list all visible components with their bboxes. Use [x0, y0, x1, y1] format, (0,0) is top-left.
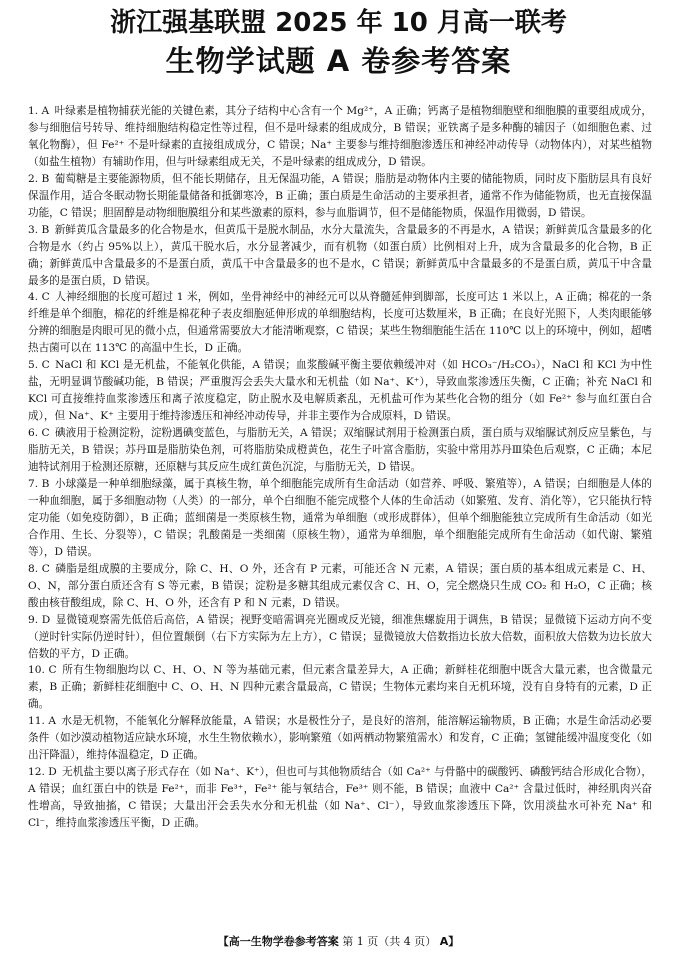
answer-label: 8. C — [28, 562, 50, 575]
answer-label: 2. B — [28, 172, 50, 185]
answer-item — [28, 425, 652, 476]
answer-explanation: 磷脂是组成膜的主要成分，除 C、H、O 外，还含有 P 元素，可能还含 N 元素，A 错误；蛋白质的基本组成元素是 C、H、O、N，部分蛋白质还含有 S 等元素，B 错误；淀粉是多糖其组成元素仅含 C、H、O，完全燃烧只生成 CO₂ 和 H₂O，C 正确；核酸由核苷酸组成，除 C、H、O 外，还含有 P 和 N 元素，D 错误。 — [28, 562, 652, 609]
answer-item — [28, 713, 652, 764]
footer-version: A】 — [439, 935, 460, 948]
answer-item — [28, 612, 652, 663]
answer-item — [28, 662, 652, 713]
answer-list — [28, 103, 652, 832]
answer-label: 1. A — [28, 105, 50, 117]
answer-item — [28, 476, 652, 561]
footer-label: 【高一生物学卷参考答案 — [217, 935, 339, 948]
answer-explanation: 水是无机物，不能氧化分解释放能量，A 错误；水是极性分子，是良好的溶剂，能溶解运输物质，B 正确；水是生命活动必要条件（如沙漠动植物适应缺水环境，水生生物依赖水），影响繁殖（如两栖动物繁殖需水）和发育，C 正确；氢键能缓冲温度变化（如出汗降温），维持体温稳定，D 正确。 — [28, 715, 652, 762]
answer-explanation: 叶绿素是植物捕获光能的关键色素，其分子结构中心含有一个 Mg²⁺，A 正确；钙离子是植物细胞壁和细胞膜的重要组成成分，参与细胞信号转导、维持细胞结构稳定性等过程，但不是叶绿素的组成成分，B 错误；亚铁离子是多种酶的辅因子（如细胞色素、过氧化物酶），但 Fe²⁺ 不是叶绿素的直接组成成分，C 错误；Na⁺ 主要参与维持细胞渗透压和神经冲动传导（动物体内），对某些植物（如盐生植物）有辅助作用，但与叶绿素组成无关，不是叶绿素的组成成分，D 错误。 — [28, 105, 652, 168]
answer-item — [28, 171, 652, 222]
answer-item — [28, 357, 652, 425]
answer-explanation: 所有生物细胞均以 C、H、O、N 等为基础元素，但元素含量差异大，A 正确；新鲜桂花细胞中既含大量元素，也含微量元素，B 正确；新鲜桂花细胞中 C、O、H、N 四种元素含量最高，C 错误；生物体元素均来自无机环境，没有自身特有的元素，D 正确。 — [28, 664, 652, 711]
answer-label: 12. D — [28, 766, 57, 779]
answer-label: 10. C — [28, 664, 57, 677]
answer-explanation: 无机盐主要以离子形式存在（如 Na⁺、K⁺），但也可与其他物质结合（如 Ca²⁺ 与骨骼中的碳酸钙、磷酸钙结合形成化合物），A 错误；血红蛋白中的铁是 Fe²⁺，而非 Fe³⁺，Fe²⁺ 能与氧结合，Fe³⁺ 则不能，B 错误；血液中 Ca²⁺ 含量过低时，神经肌肉兴奋性增高，导致抽搐，C 错误；大量出汗会丢失水分和无机盐（如 Na⁺、Cl⁻），导致血浆渗透压下降，饮用淡盐水可补充 Na⁺ 和 Cl⁻，维持血浆渗透压平衡，D 正确。 — [28, 766, 652, 830]
answer-explanation: 显微镜观察需先低倍后高倍，A 错误；视野变暗需调亮光圈或反光镜，细准焦螺旋用于调焦，B 错误；显微镜下运动方向不变（逆时针实际仍逆时针），但位置颠倒（右下方实际为左上方），C 错误；显微镜放大倍数指边长放大倍数，面积放大倍数为边长放大倍数的平方，D 正确。 — [28, 613, 652, 660]
page-footer — [0, 934, 677, 950]
answer-label: 3. B — [28, 223, 50, 236]
answer-label: 6. C — [28, 427, 50, 440]
answer-item — [28, 103, 652, 171]
answer-explanation: 碘液用于检测淀粉，淀粉遇碘变蓝色，与脂肪无关，A 错误；双缩脲试剂用于检测蛋白质，蛋白质与双缩脲试剂反应呈紫色，与脂肪无关，B 错误；苏丹Ⅲ是脂肪染色剂，可将脂肪染成橙黄色，花生子叶富含脂肪，实验中常用苏丹Ⅲ染色后观察，C 正确；本尼迪特试剂用于检测还原糖，还原糖与其反应生成红黄色沉淀，与脂肪无关，D 错误。 — [28, 427, 652, 474]
answer-explanation: 小球藻是一种单细胞绿藻，属于真核生物，单个细胞能完成所有生命活动（如营养、呼吸、繁殖等），A 错误；白细胞是人体的一种血细胞，属于多细胞动物（人类）的一部分，单个白细胞不能完成整个人体的生命活动（如繁殖、发育、消化等），它只能执行特定功能（如免疫防御），B 正确；蓝细菌是一类原核生物，通常为单细胞（或形成群体），但单个细胞能独立完成所有生命活动（如光合作用、生长、分裂等），C 错误；乳酸菌是一类细菌（原核生物），通常为单细胞，单个细胞能完成所有生命活动（如代谢、繁殖等），D 错误。 — [28, 477, 652, 558]
answer-explanation: 葡萄糖是主要能源物质，但不能长期储存，且无保温功能，A 错误；脂肪是动物体内主要的储能物质，同时皮下脂肪层具有良好保温作用，适合冬眠动物长期能量储备和抵御寒冷，B 正确；蛋白质是生命活动的主要承担者，通常不作为储能物质，也无直接保温功能，C 错误；胆固醇是动物细胞膜组分和某些激素的原料，参与血脂调节，但不是储能物质，保温作用微弱，D 错误。 — [28, 172, 652, 219]
answer-item — [28, 561, 652, 612]
exam-title: 浙江强基联盟 2025 年 10 月高一联考 — [110, 8, 567, 38]
answer-explanation: 人神经细胞的长度可超过 1 米，例如，坐骨神经中的神经元可以从脊髓延伸到脚部，长度可达 1 米以上，A 正确；棉花的一条纤维是单个细胞，棉花的纤维是棉花种子表皮细胞延伸形成的单细胞结构，长度可达数厘米，B 正确；在良好光照下，人类肉眼能够分辨的细胞是肉眼可见的微小点，但通常需要放大才能清晰观察，C 错误；某些生物细胞能生活在 110℃ 以上的环境中，例如，超嗜热古菌可以在 113℃ 的高温中生长，D 正确。 — [28, 291, 652, 355]
answer-explanation: NaCl 和 KCl 是无机盐，不能氧化供能，A 错误；血浆酸碱平衡主要依赖缓冲对（如 HCO₃⁻/H₂CO₃），NaCl 和 KCl 为中性盐，无明显调节酸碱功能，B 错误；严重腹泻会丢失大量水和无机盐（如 Na⁺、K⁺），导致血浆渗透压失衡，C 正确；补充 NaCl 和 KCl 可直接维持血浆渗透压和离子浓度稳定，防止脱水及电解质紊乱，无机盐可作为某些化合物的组分（如 Fe²⁺ 参与血红蛋白合成），但 Na⁺、K⁺ 主要用于维持渗透压和神经冲动传导，并非主要作为合成原料，D 错误。 — [28, 359, 652, 423]
answer-label: 11. A — [28, 715, 56, 728]
answer-key-title: 生物学试题 A 卷参考答案 — [165, 44, 512, 78]
answer-item — [28, 289, 652, 357]
answer-label: 9. D — [28, 613, 51, 626]
footer-page-number: 第 1 页（共 4 页） — [342, 935, 437, 948]
answer-label: 5. C — [28, 359, 50, 372]
answer-explanation: 新鲜黄瓜含量最多的化合物是水，但黄瓜干是脱水制品，水分大量流失，含量最多的不再是水，A 错误；新鲜黄瓜含量最多的化合物是水（约占 95%以上），黄瓜干脱水后，水分显著减少，而有机物（如蛋白质）比例相对上升，成为含量最多的化合物，B 正确；新鲜黄瓜中含量最多的不是蛋白质，黄瓜干中含量最多的也不是水，C 错误；新鲜黄瓜中含量最多的不是蛋白质，黄瓜干中含量最多的是蛋白质，D 错误。 — [28, 223, 652, 287]
answer-item — [28, 222, 652, 290]
answer-label: 4. C — [28, 291, 50, 304]
answer-label: 7. B — [28, 477, 50, 490]
answer-item — [28, 764, 652, 832]
